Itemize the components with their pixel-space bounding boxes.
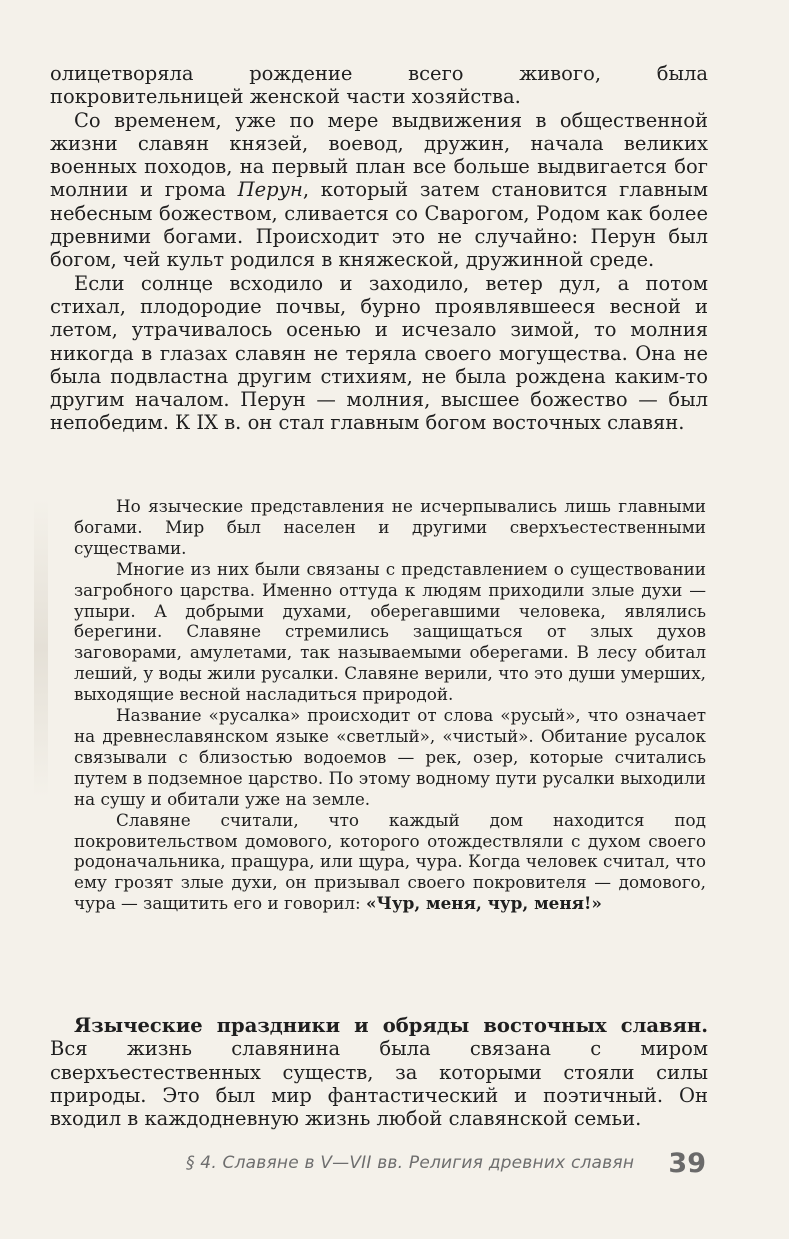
paragraph-lightning: Если солнце всходило и заходило, ветер дул, а потом стихал, плодородие почвы, бурно проявлявшееся весной и летом, утрачивалось осенью и исчезало зимой, то молния никогда в глазах славян не теряла своего могущества. Она не была подвластна другим стихиям, не была рождена каким-то другим началом. Перун — молния, высшее божество — был непобедим. К IX в. он стал главным богом восточных славян. [50, 271, 708, 435]
small-paragraph: Многие из них были связаны с представлением о существовании загробного царства. Именно оттуда к людям приходили злые духи — упыри. А добрыми духами, оберегавшими человека, являлись берегини. Славяне стремились защищаться от злых духов заговорами, амулетами, так называемыми оберегами. В лесу обитал леший, у воды жили русалки. Славяне верили, что это души умерших, выходящие весной насладиться природой. [74, 558, 706, 705]
page-footer [186, 1148, 706, 1178]
chur-quote: «Чур, меня, чур, меня!» [366, 893, 602, 914]
section-paragraph [50, 1014, 708, 1130]
margin-shade [34, 498, 48, 798]
section-block [50, 1014, 708, 1130]
small-paragraph-domovoy [74, 810, 706, 915]
running-head: § 4. Славяне в V—VII вв. Религия древних славян [186, 1153, 635, 1173]
small-paragraph: Название «русалка» происходит от слова «русый», что означает на древнеславянском языке «светлый», «чистый». Обитание русалок связывали с близостью водоемов — рек, озер, которые считались путем в подземное царство. По этому водному пути русалки выходили на сушу и обитали уже на земле. [74, 705, 706, 809]
paragraph-text: Славяне считали, что каждый дом находится под покровительством домового, которого отождествляли с духом своего родоначальника, пращура, или щура, чура. Когда человек считал, что ему грозят злые духи, он призывал своего покровителя — домового, чура — защитить его и говорил: [74, 809, 706, 914]
main-body [50, 62, 708, 435]
paragraph-perun-intro [50, 109, 708, 272]
small-paragraph: Но языческие представления не исчерпывались лишь главными богами. Мир был населен и другими сверхъестественными существами. [74, 496, 706, 558]
section-heading: Языческие праздники и обряды восточных славян. [74, 1014, 708, 1037]
perun-emphasis: Перун [237, 178, 303, 202]
paragraph-text: , который затем становится главным небесным божеством, сливается со Сварогом, Родом как более древними богами. Происходит это не случайно: Перун был богом, чей культ родился в княжеской, дружинной среде. [50, 178, 708, 272]
page-number: 39 [668, 1148, 706, 1179]
section-body: Вся жизнь славянина была связана с миром сверхъестественных существ, за которыми стояли силы природы. Это был мир фантастический и поэтичный. Он входил в каждодневную жизнь любой славянской семьи. [50, 1037, 708, 1131]
supplementary-text [74, 496, 706, 914]
paragraph-text: Со временем, уже по мере выдвижения в общественной жизни славян князей, воевод, дружин, начала великих военных походов, на первый план все больше выдвигается бог молнии и грома [50, 108, 708, 202]
paragraph-continuation: олицетворяла рождение всего живого, была покровительницей женской части хозяйства. [50, 62, 708, 109]
